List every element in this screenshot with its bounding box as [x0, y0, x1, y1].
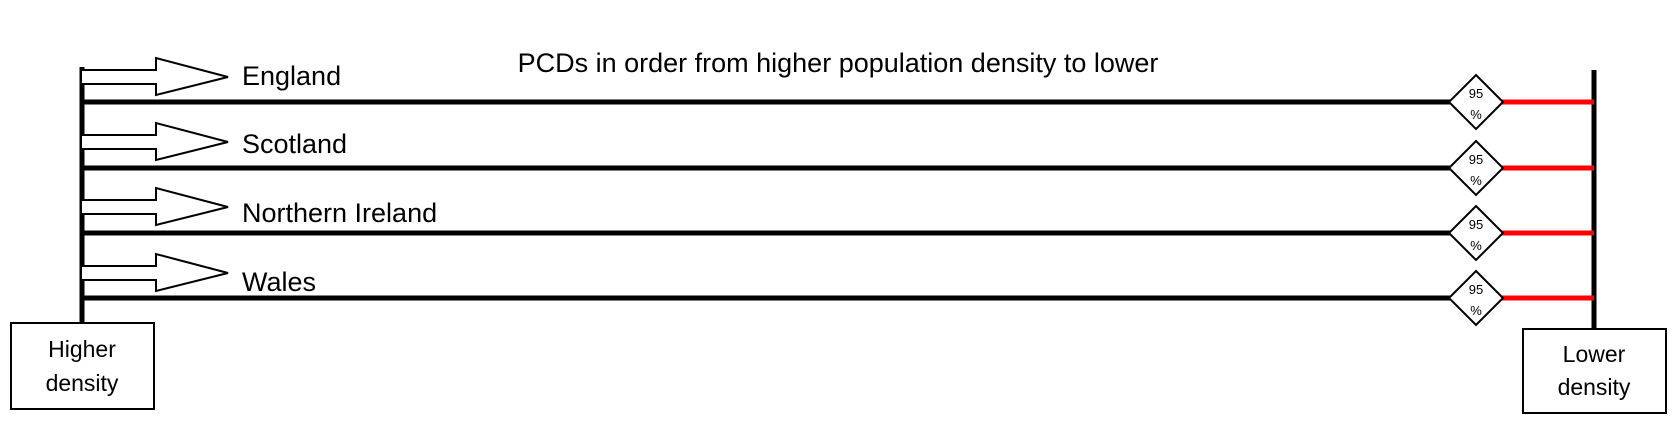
right-arrow-icon	[82, 254, 228, 291]
badge-top: 95	[1468, 86, 1484, 101]
right-arrow-icon	[82, 123, 228, 160]
row-label: England	[242, 61, 342, 91]
diagram-title: PCDs in order from higher population density to lower	[517, 48, 1159, 78]
row-wales	[82, 254, 1594, 325]
row-northern-ireland	[82, 188, 1594, 260]
badge-bottom: %	[1470, 303, 1482, 318]
higher-density-line2: density	[45, 370, 119, 396]
right-arrow-icon	[82, 58, 228, 95]
badge-top: 95	[1468, 152, 1484, 167]
row-label: Northern Ireland	[242, 198, 438, 228]
lower-density-box	[1523, 329, 1666, 413]
row-scotland	[82, 123, 1594, 195]
badge-top: 95	[1468, 282, 1484, 297]
higher-density-box	[11, 323, 154, 409]
row-label: Wales	[242, 267, 317, 297]
badge-bottom: %	[1470, 238, 1482, 253]
badge-top: 95	[1468, 217, 1484, 232]
lower-density-line2: density	[1557, 374, 1631, 400]
row-label: Scotland	[242, 129, 348, 159]
badge-bottom: %	[1470, 107, 1482, 122]
lower-density-line1: Lower	[1562, 341, 1626, 367]
higher-density-line1: Higher	[48, 336, 116, 362]
right-arrow-icon	[82, 188, 228, 225]
badge-bottom: %	[1470, 173, 1482, 188]
